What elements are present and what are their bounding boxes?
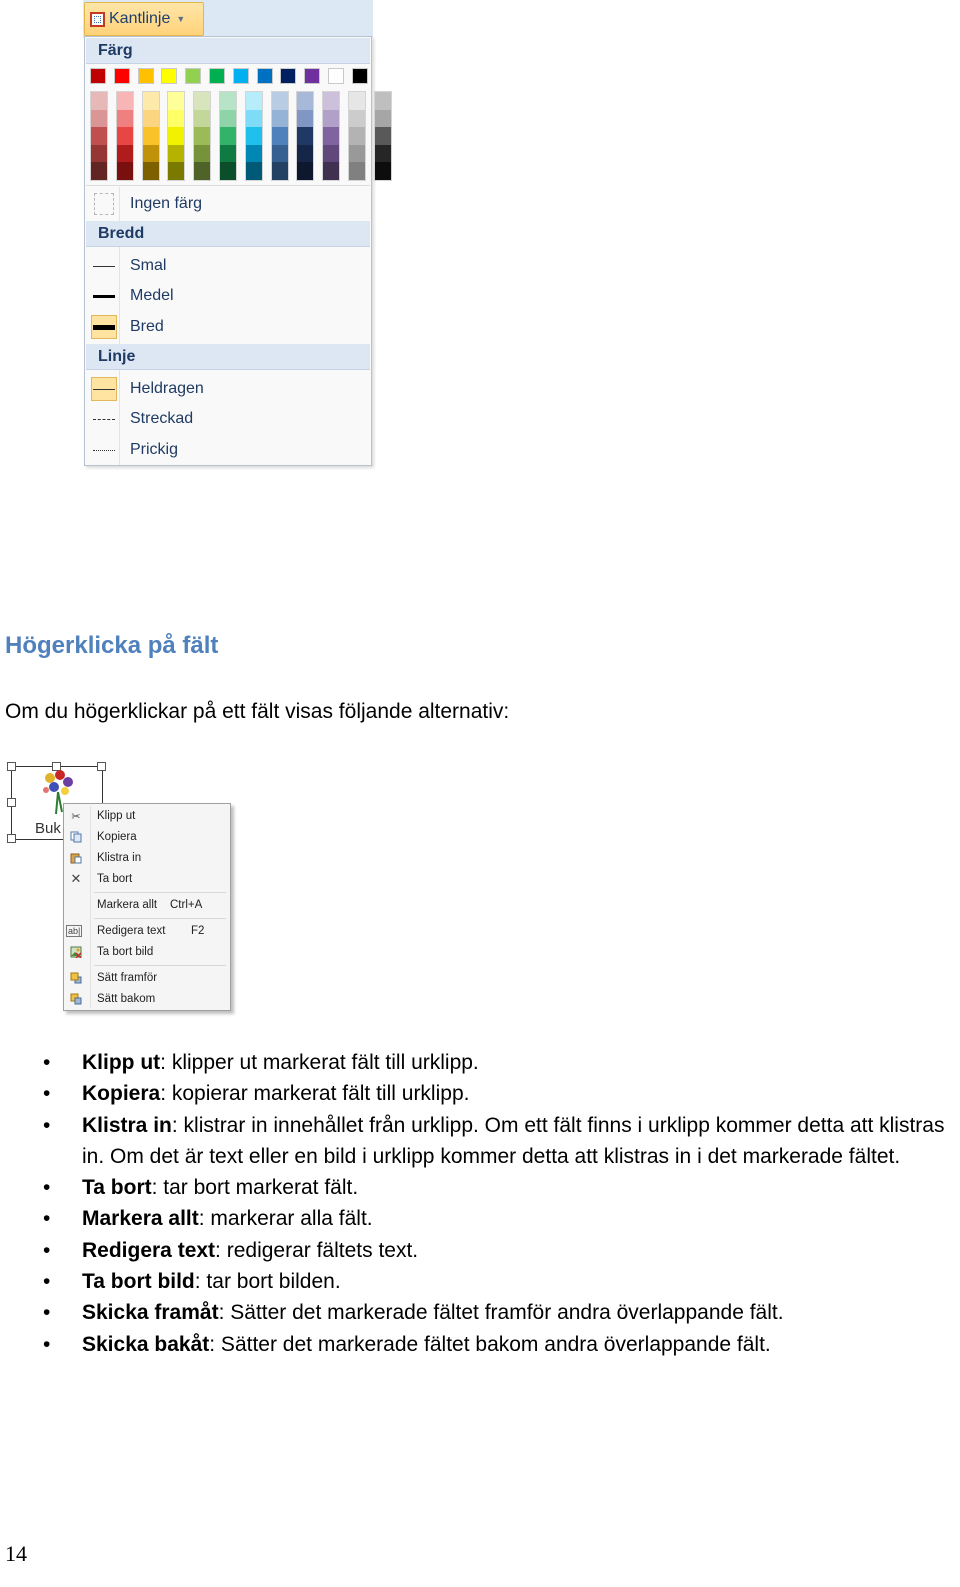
- description: : tar bort bilden.: [194, 1270, 341, 1294]
- theme-color-column: [245, 91, 263, 181]
- description: : kopierar markerat fält till urklipp.: [160, 1082, 470, 1106]
- border-icon: [90, 12, 105, 27]
- context-item-bring-front[interactable]: [66, 968, 228, 988]
- theme-color-column: [167, 91, 185, 181]
- standard-colors-row: [90, 68, 376, 84]
- list-item: [0, 1203, 960, 1234]
- menu-item-label: Bred: [130, 318, 164, 335]
- theme-color-column: [374, 91, 392, 181]
- copy-icon: [66, 831, 86, 843]
- color-swatch[interactable]: [349, 127, 365, 145]
- theme-color-column: [142, 91, 160, 181]
- bring-to-front-icon: [66, 972, 86, 984]
- section-heading: Högerklicka på fält: [5, 632, 219, 659]
- page-number: 14: [5, 1541, 27, 1566]
- resize-handle[interactable]: [97, 762, 106, 771]
- context-item-copy[interactable]: [66, 827, 228, 847]
- menu-item-label: Smal: [130, 257, 167, 274]
- color-swatch[interactable]: [117, 162, 133, 180]
- color-swatch[interactable]: [375, 110, 391, 128]
- context-item-remove-image[interactable]: [66, 942, 228, 962]
- color-swatch[interactable]: [143, 145, 159, 163]
- color-swatch[interactable]: [272, 110, 288, 128]
- term: Klistra in: [82, 1113, 172, 1137]
- term: Skicka framåt: [82, 1301, 219, 1325]
- term: Ta bort: [82, 1176, 152, 1200]
- color-swatch[interactable]: [117, 92, 133, 110]
- intro-text: Om du högerklickar på ett fält visas följande alternativ:: [5, 700, 510, 723]
- color-swatch[interactable]: [194, 127, 210, 145]
- color-swatch[interactable]: [272, 92, 288, 110]
- context-item-cut[interactable]: [66, 806, 228, 826]
- line-section-header: Linje: [86, 344, 370, 370]
- context-menu: [63, 803, 231, 1011]
- color-swatch[interactable]: [304, 68, 320, 84]
- color-swatch[interactable]: [352, 68, 368, 84]
- color-swatch[interactable]: [168, 145, 184, 163]
- color-swatch[interactable]: [246, 127, 262, 145]
- color-swatch[interactable]: [328, 68, 344, 84]
- theme-colors-grid: [90, 91, 400, 181]
- list-item: [0, 1110, 960, 1173]
- color-swatch[interactable]: [280, 68, 296, 84]
- theme-color-column: [271, 91, 289, 181]
- color-swatch[interactable]: [194, 145, 210, 163]
- context-item-paste[interactable]: [66, 848, 228, 868]
- color-swatch[interactable]: [272, 162, 288, 180]
- shortcut-label: Ctrl+A: [170, 899, 203, 911]
- list-item: [0, 1078, 960, 1109]
- menu-item-label: Ingen färg: [130, 195, 203, 212]
- color-swatch[interactable]: [185, 68, 201, 84]
- context-item-label: Sätt framför: [97, 972, 158, 984]
- context-item-label: Ta bort bild: [97, 946, 154, 958]
- color-swatch[interactable]: [297, 145, 313, 163]
- list-item: [0, 1235, 960, 1266]
- color-swatch[interactable]: [375, 162, 391, 180]
- list-item: [0, 1329, 960, 1360]
- color-swatch[interactable]: [117, 110, 133, 128]
- menu-item-width-medium[interactable]: [86, 281, 370, 311]
- resize-handle[interactable]: [7, 834, 16, 843]
- color-swatch[interactable]: [349, 110, 365, 128]
- color-swatch[interactable]: [349, 92, 365, 110]
- context-item-label: Sätt bakom: [97, 993, 156, 1005]
- color-swatch[interactable]: [323, 162, 339, 180]
- divider: [94, 965, 226, 966]
- shortcut-label: F2: [191, 925, 205, 937]
- theme-color-column: [193, 91, 211, 181]
- color-swatch[interactable]: [257, 68, 273, 84]
- menu-item-line-dashed[interactable]: [86, 404, 370, 434]
- resize-handle[interactable]: [7, 798, 16, 807]
- menu-item-line-solid[interactable]: [86, 374, 370, 404]
- wide-line-icon: [91, 315, 117, 339]
- color-swatch[interactable]: [91, 110, 107, 128]
- list-item: [0, 1047, 960, 1078]
- description: : markerar alla fält.: [198, 1207, 373, 1231]
- theme-color-column: [116, 91, 134, 181]
- color-swatch[interactable]: [168, 127, 184, 145]
- options-list: [0, 1047, 960, 1360]
- context-item-label: Klistra in: [97, 852, 142, 864]
- theme-color-column: [90, 91, 108, 181]
- color-swatch[interactable]: [297, 162, 313, 180]
- resize-handle[interactable]: [7, 762, 16, 771]
- color-swatch[interactable]: [91, 92, 107, 110]
- color-swatch[interactable]: [220, 92, 236, 110]
- kantlinje-button[interactable]: [84, 2, 204, 36]
- color-swatch[interactable]: [161, 68, 177, 84]
- term: Skicka bakåt: [82, 1332, 210, 1356]
- color-swatch[interactable]: [117, 145, 133, 163]
- color-swatch[interactable]: [272, 127, 288, 145]
- list-item: [0, 1172, 960, 1203]
- color-swatch[interactable]: [143, 110, 159, 128]
- menu-item-line-dotted[interactable]: [86, 435, 370, 465]
- color-swatch[interactable]: [90, 68, 106, 84]
- term: Kopiera: [82, 1082, 161, 1106]
- context-item-label: Markera allt: [97, 899, 158, 911]
- list-item: [0, 1266, 960, 1297]
- color-swatch[interactable]: [138, 68, 154, 84]
- scissors-icon: ✂: [71, 810, 81, 823]
- color-swatch[interactable]: [194, 110, 210, 128]
- color-swatch[interactable]: [209, 68, 225, 84]
- theme-color-column: [296, 91, 314, 181]
- divider: [86, 185, 370, 186]
- color-swatch[interactable]: [168, 92, 184, 110]
- color-swatch[interactable]: [220, 110, 236, 128]
- border-dropdown-menu: [84, 36, 372, 466]
- menu-item-width-wide[interactable]: [86, 312, 370, 342]
- color-swatch[interactable]: [349, 145, 365, 163]
- color-swatch[interactable]: [246, 110, 262, 128]
- context-item-label: Klipp ut: [97, 810, 136, 822]
- color-section-header: Färg: [86, 38, 370, 64]
- color-swatch[interactable]: [323, 127, 339, 145]
- color-swatch[interactable]: [91, 162, 107, 180]
- color-swatch[interactable]: [143, 92, 159, 110]
- color-swatch[interactable]: [323, 110, 339, 128]
- context-item-label: Redigera text: [97, 925, 166, 937]
- context-item-label: Kopiera: [97, 831, 137, 843]
- description: : tar bort markerat fält.: [151, 1176, 359, 1200]
- color-swatch[interactable]: [246, 92, 262, 110]
- color-swatch[interactable]: [272, 145, 288, 163]
- chevron-down-icon[interactable]: ▼: [176, 14, 186, 24]
- color-swatch[interactable]: [194, 92, 210, 110]
- remove-image-icon: [66, 946, 86, 958]
- color-swatch[interactable]: [323, 92, 339, 110]
- menu-item-label: Heldragen: [130, 380, 204, 397]
- description: : Sätter det markerade fältet bakom andra överlappande fält.: [209, 1332, 771, 1356]
- color-swatch[interactable]: [297, 110, 313, 128]
- color-swatch[interactable]: [143, 127, 159, 145]
- color-swatch[interactable]: [246, 162, 262, 180]
- medium-line-icon: [93, 295, 115, 298]
- dashed-line-icon: [93, 419, 115, 420]
- menu-item-no-color[interactable]: [86, 189, 370, 219]
- context-item-send-back[interactable]: [66, 989, 228, 1009]
- context-item-label: Ta bort: [97, 873, 133, 885]
- thin-line-icon: [93, 266, 115, 267]
- color-swatch[interactable]: [246, 145, 262, 163]
- term: Markera allt: [82, 1207, 199, 1231]
- term: Redigera text: [82, 1238, 216, 1262]
- description: : klistrar in innehållet från urklipp. Om ett fält finns i urklipp kommer detta att klistras in. Om det är text eller en bild i urklipp kommer detta att klistras in i det markerade fältet.: [82, 1113, 945, 1168]
- color-swatch[interactable]: [114, 68, 130, 84]
- term: Klipp ut: [82, 1051, 161, 1074]
- theme-color-column: [322, 91, 340, 181]
- color-swatch[interactable]: [143, 162, 159, 180]
- description: : redigerar fältets text.: [215, 1238, 419, 1262]
- color-swatch[interactable]: [168, 162, 184, 180]
- color-swatch[interactable]: [323, 145, 339, 163]
- color-swatch[interactable]: [375, 92, 391, 110]
- menu-item-label: Prickig: [130, 441, 179, 458]
- term: Ta bort bild: [82, 1270, 195, 1294]
- dotted-line-icon: [93, 450, 115, 451]
- send-to-back-icon: [66, 993, 86, 1005]
- width-section-header: Bredd: [86, 221, 370, 247]
- color-swatch[interactable]: [168, 110, 184, 128]
- color-swatch[interactable]: [297, 127, 313, 145]
- solid-line-icon: [91, 377, 117, 401]
- menu-item-width-thin[interactable]: [86, 251, 370, 281]
- theme-color-column: [219, 91, 237, 181]
- color-swatch[interactable]: [91, 127, 107, 145]
- context-item-select-all[interactable]: [66, 895, 228, 915]
- color-swatch[interactable]: [194, 162, 210, 180]
- kantlinje-label: Kantlinje: [109, 10, 171, 27]
- menu-item-label: Streckad: [130, 410, 194, 427]
- context-item-edit-text[interactable]: [66, 921, 228, 941]
- color-swatch[interactable]: [91, 145, 107, 163]
- field-label: Buk: [35, 820, 61, 837]
- color-swatch[interactable]: [233, 68, 249, 84]
- description: : klipper ut markerat fält till urklipp.: [160, 1051, 479, 1074]
- no-color-icon: [94, 193, 114, 215]
- divider: [94, 892, 226, 893]
- color-swatch[interactable]: [220, 127, 236, 145]
- menu-item-label: Medel: [130, 287, 174, 304]
- context-item-delete[interactable]: [66, 869, 228, 889]
- paste-icon: [66, 852, 86, 864]
- theme-color-column: [348, 91, 366, 181]
- divider: [94, 918, 226, 919]
- list-item: [0, 1297, 960, 1328]
- color-swatch[interactable]: [375, 127, 391, 145]
- description: : Sätter det markerade fältet framför andra överlappande fält.: [218, 1301, 784, 1325]
- color-swatch[interactable]: [375, 145, 391, 163]
- delete-x-icon: ✕: [70, 871, 82, 886]
- color-swatch[interactable]: [220, 145, 236, 163]
- color-swatch[interactable]: [117, 127, 133, 145]
- color-swatch[interactable]: [220, 162, 236, 180]
- color-swatch[interactable]: [297, 92, 313, 110]
- color-swatch[interactable]: [349, 162, 365, 180]
- edit-text-icon: ab|: [68, 926, 81, 936]
